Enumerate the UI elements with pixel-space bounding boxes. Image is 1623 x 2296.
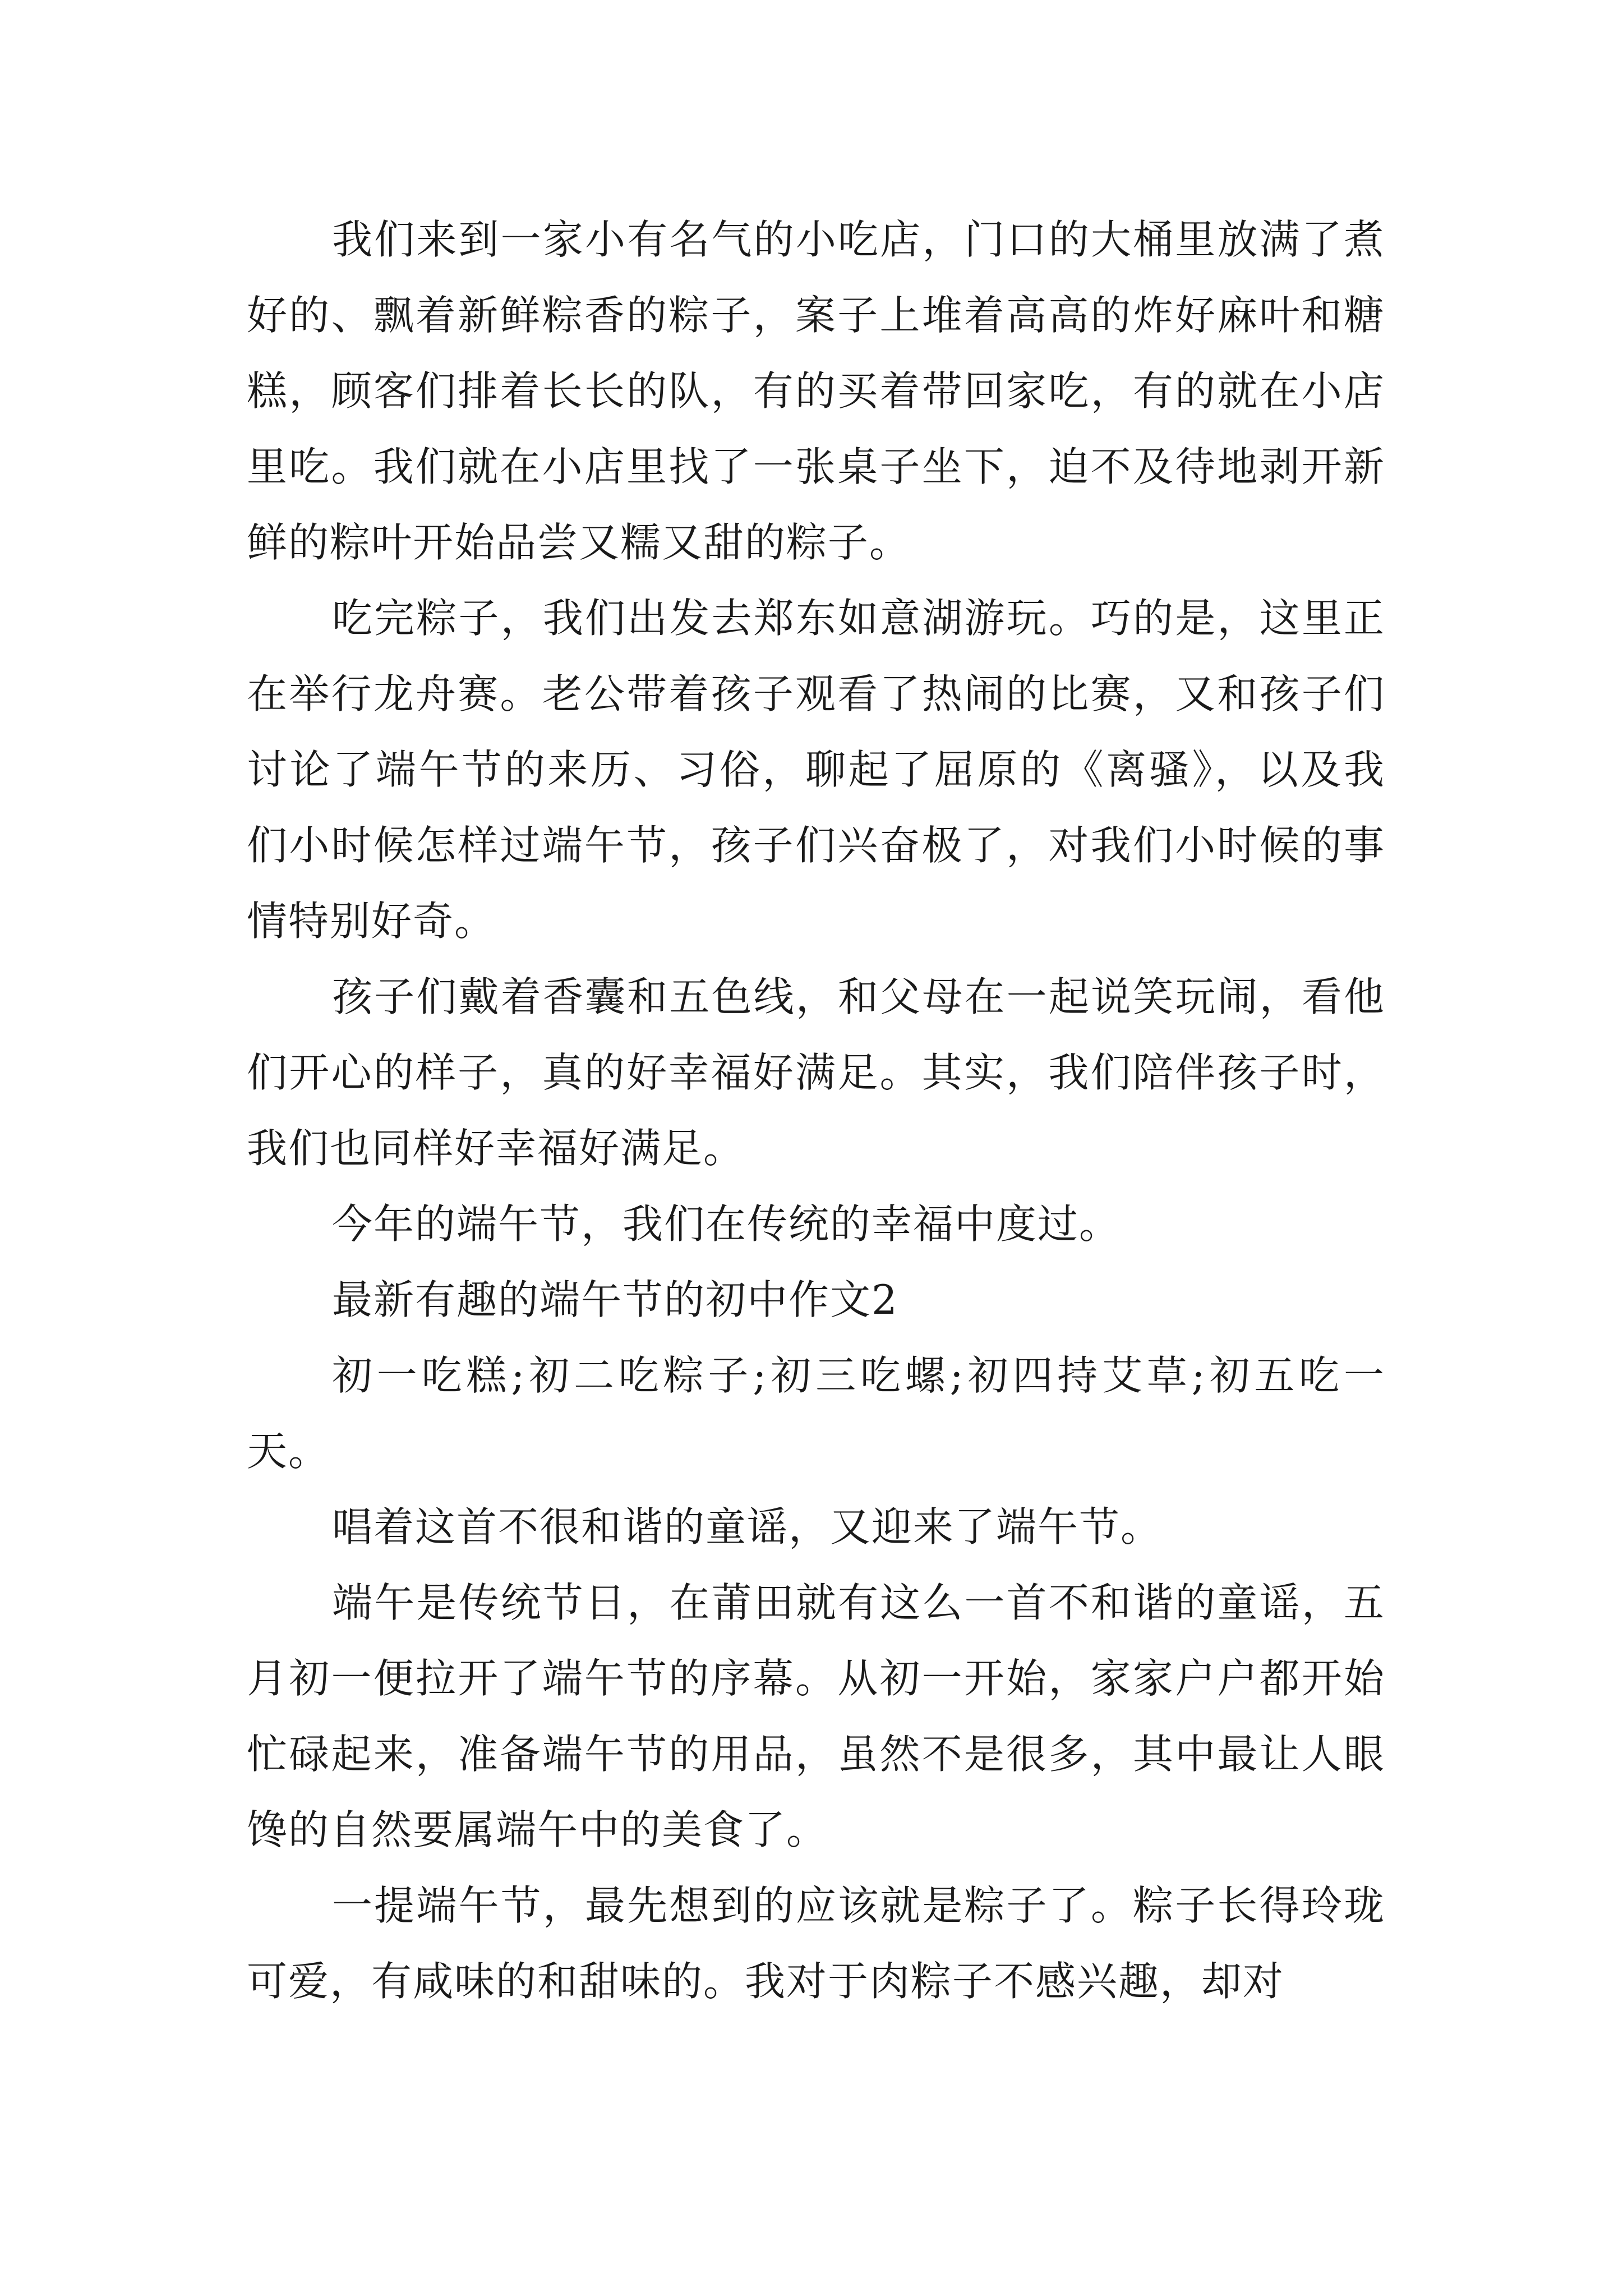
paragraph-3: 孩子们戴着香囊和五色线，和父母在一起说笑玩闹，看他们开心的样子，真的好幸福好满足。其实，我们陪伴孩子时，我们也同样好幸福好满足。 (247, 973, 1385, 1172)
section-heading: 最新有趣的端午节的初中作文2 (332, 1276, 898, 1323)
paragraph-2: 吃完粽子，我们出发去郑东如意湖游玩。巧的是，这里正在举行龙舟赛。老公带着孩子观看了热闹的比赛，又和孩子们讨论了端午节的来历、习俗，聊起了屈原的《离骚》，以及我们小时候怎样过端午节，孩子们兴奋极了，对我们小时候的事情特别好奇。 (247, 595, 1385, 945)
paragraph-9: 一提端午节，最先想到的应该就是粽子了。粽子长得玲珑可爱，有咸味的和甜味的。我对于肉粽子不感兴趣，却对 (247, 1882, 1385, 2005)
document-body (247, 202, 1385, 2019)
paragraph-8: 端午是传统节日，在莆田就有这么一首不和谐的童谣，五月初一便拉开了端午节的序幕。从初一开始，家家户户都开始忙碌起来，准备端午节的用品，虽然不是很多，其中最让人眼馋的自然要属端午中的美食了。 (247, 1579, 1385, 1853)
paragraph-7: 唱着这首不很和谐的童谣，又迎来了端午节。 (332, 1503, 1163, 1550)
paragraph-1: 我们来到一家小有名气的小吃店，门口的大桶里放满了煮好的、飘着新鲜粽香的粽子，案子上堆着高高的炸好麻叶和糖糕，顾客们排着长长的队，有的买着带回家吃，有的就在小店里吃。我们就在小店里找了一张桌子坐下，迫不及待地剥开新鲜的粽叶开始品尝又糯又甜的粽子。 (247, 216, 1385, 566)
paragraph-rhyme: 初一吃糕;初二吃粽子;初三吃螺;初四持艾草;初五吃一天。 (247, 1352, 1385, 1475)
paragraph-4: 今年的端午节，我们在传统的幸福中度过。 (332, 1200, 1121, 1248)
